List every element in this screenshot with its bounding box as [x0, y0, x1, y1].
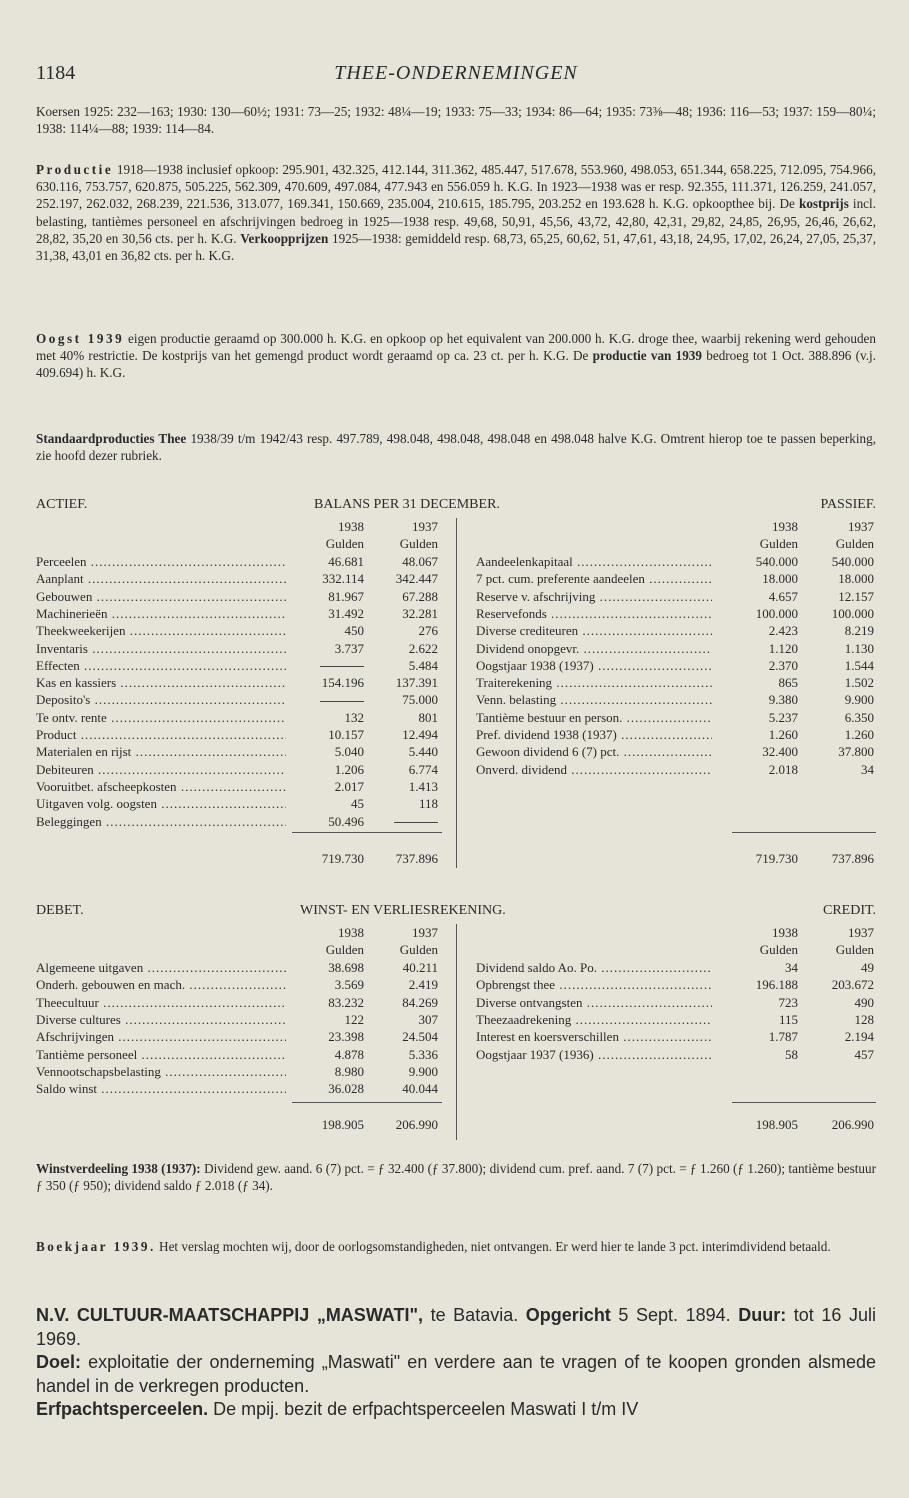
- winst-heading: WINST- EN VERLIESREKENING.: [300, 903, 506, 918]
- balans-left-row-label: Kas en kassiers .....: [36, 674, 286, 691]
- balans-left-row-value-1938: 1.206: [334, 761, 364, 777]
- balans-left-row-label: Theekweekerijen .....: [36, 622, 286, 639]
- erfpacht-value: De mpij. bezit de erfpachtsperceelen Maswati I t/m IV: [213, 1399, 639, 1419]
- winst-left-row-value-1938: 4.878: [334, 1046, 364, 1062]
- winst-head: [36, 902, 876, 920]
- productie-label: Productie: [36, 162, 114, 177]
- boekjaar-label: Boekjaar 1939.: [36, 1239, 156, 1254]
- standaard-paragraph: [36, 430, 876, 464]
- winst-left-row-value-1937: 5.336: [408, 1046, 438, 1062]
- winst-right-row-value-1938: 58: [785, 1046, 798, 1062]
- productie-paragraph: [36, 161, 876, 264]
- winst-right-row-value-1938: 1.787: [768, 1029, 798, 1045]
- balans-right-row: [36, 640, 876, 657]
- productie-1939-label: productie van 1939: [592, 348, 702, 364]
- balans-right-row: [36, 691, 876, 708]
- balans-right-row-label: Reserve v. afschrijving .....: [476, 588, 712, 605]
- winstverdeeling-text: Dividend gew. aand. 6 (7) pct. = ƒ 32.400 (ƒ 37.800); dividend cum. pref. aand. 7 (7) pct. = ƒ 1.260 (ƒ 1.260); tantième bestuur ƒ 350 (ƒ 950); dividend saldo ƒ 2.018 (ƒ 34).: [36, 1161, 877, 1194]
- balans-right-row-label: Dividend onopgevr. .....: [476, 640, 712, 657]
- balans-right-row: [36, 605, 876, 622]
- winst-right-row-label: Interest en koersverschillen .....: [476, 1028, 712, 1045]
- balans-left-row-value-1938: 50.496: [328, 813, 364, 829]
- winst-right-row-value-1937: 203.672: [831, 977, 874, 993]
- winst-year-1938-right: 1938: [772, 925, 798, 940]
- winst-total-1937-right: 206.990: [831, 1117, 874, 1132]
- balans-total-rule-right: [732, 832, 876, 833]
- duur-label: Duur:: [738, 1305, 787, 1325]
- winst-right-row: [36, 959, 876, 976]
- balans-left-row-value-1938: 31.492: [328, 605, 364, 621]
- winst-right-row-label: Dividend saldo Ao. Po. .....: [476, 959, 712, 976]
- company-name: N.V. CULTUUR-MAATSCHAPPIJ „MASWATI",: [36, 1305, 424, 1325]
- balans-currency-3: Gulden: [759, 536, 798, 551]
- balans-left-row: [36, 813, 876, 830]
- balans-right-row: [36, 674, 876, 691]
- winst-left-row-label: Onderh. gebouwen en mach. .....: [36, 976, 286, 993]
- balans-right-row-value-1938: 1.120: [768, 640, 798, 656]
- balans-left-row-value-1938: 45: [351, 796, 364, 812]
- winst-year-1937-right: 1937: [848, 925, 874, 940]
- credit-heading: CREDIT.: [822, 903, 876, 918]
- balans-left-row-label: Uitgaven volg. oogsten .....: [36, 795, 286, 812]
- balans-left-row-value-1938: 81.967: [328, 588, 364, 604]
- winst-currency-4: Gulden: [835, 942, 874, 957]
- winst-left-row-value-1937: 40.211: [402, 960, 438, 975]
- balans-left-row-label: Aanplant .....: [36, 570, 286, 587]
- balans-left-row-value-1937: 6.774: [408, 761, 438, 777]
- balans-right-row-value-1938: 2.370: [768, 657, 798, 673]
- balans-right-row-label: Reservefonds .....: [476, 605, 712, 622]
- passief-heading: PASSIEF.: [820, 497, 876, 512]
- winst-left-row-value-1937: 9.900: [408, 1063, 438, 1079]
- winst-right-row-value-1937: 2.194: [844, 1029, 874, 1045]
- balans-left-row-label: Machinerieën .....: [36, 605, 286, 622]
- balans-total-1937-left: 737.896: [395, 851, 438, 866]
- balans-right-row-label: Pref. dividend 1938 (1937) .....: [476, 726, 712, 743]
- winst-year-1937-left: 1937: [412, 925, 438, 940]
- balans-left-row-label: Beleggingen .....: [36, 813, 286, 830]
- balans-left-row: [36, 778, 876, 795]
- balans-right-row-value-1938: 4.657: [768, 588, 798, 604]
- balans-right-row-value-1938: 2.018: [768, 761, 798, 777]
- winst-right-row-value-1938: 196.188: [755, 977, 798, 993]
- balans-right-row-value-1937: 8.219: [844, 623, 874, 639]
- winst-left-row-label: Afschrijvingen .....: [36, 1028, 286, 1045]
- opgericht-value: 5 Sept. 1894.: [618, 1305, 731, 1325]
- balans-left-row-value-1938: 5.040: [334, 744, 364, 760]
- winst-right-row: [36, 1011, 876, 1028]
- balans-left-row-label: Deposito's .....: [36, 691, 286, 708]
- balans-left-row-value-1938: 46.681: [328, 554, 364, 569]
- balans-left-row-label: Inventaris .....: [36, 640, 286, 657]
- winst-left-row-label: Vennootschapsbelasting .....: [36, 1063, 286, 1080]
- winstverdeeling-label: Winstverdeeling 1938 (1937):: [36, 1161, 201, 1176]
- balans-year-1938-left: 1938: [338, 519, 364, 534]
- balans-right-row-value-1938: 18.000: [762, 571, 798, 587]
- balans-right-row-label: Tantième bestuur en person. .....: [476, 709, 712, 726]
- balans-right-row-value-1937: 37.800: [838, 744, 874, 760]
- winst-left-row-value-1938: 83.232: [328, 994, 364, 1010]
- balans-right-row: [36, 761, 876, 778]
- boekjaar-text: Het verslag mochten wij, door de oorlogsomstandigheden, niet ontvangen. Er werd hier te lande 3 pct. interimdividend betaald.: [159, 1239, 831, 1254]
- balans-year-1937-left: 1937: [412, 519, 438, 534]
- winst-total-rule-right: [732, 1102, 876, 1103]
- balans-right-row-label: Traiterekening .....: [476, 674, 712, 691]
- balans-left-row-value-1937: [366, 813, 438, 830]
- winst-right-row-value-1938: 115: [778, 1011, 798, 1027]
- balans-left-row-label: Debiteuren .....: [36, 761, 286, 778]
- balans-left-row-value-1937: 67.288: [402, 588, 438, 604]
- winst-right-row-value-1938: 723: [778, 994, 798, 1010]
- balans-right-row: [36, 726, 876, 743]
- winst-right-row-label: Theezaadrekening .....: [476, 1011, 712, 1028]
- winst-left-row-label: Theecultuur .....: [36, 994, 286, 1011]
- balans-right-row-label: Onverd. dividend .....: [476, 761, 712, 778]
- balans-left-row-value-1937: 48.067: [402, 554, 438, 569]
- winst-left-row-value-1937: 40.044: [402, 1081, 438, 1097]
- balans-total-rule-left: [292, 832, 442, 833]
- balans-left-row-value-1937: 32.281: [402, 605, 438, 621]
- balans-head: [36, 496, 876, 514]
- balans-heading: BALANS PER 31 DECEMBER.: [314, 497, 500, 512]
- winst-total-1938-right: 198.905: [755, 1117, 798, 1132]
- winst-left-row-label: Algemeene uitgaven .....: [36, 959, 286, 976]
- balans-left-row-label: Effecten .....: [36, 657, 286, 674]
- standaard-label: Standaardproducties Thee: [36, 431, 187, 446]
- winst-right-row-value-1938: 34: [785, 960, 798, 975]
- balans-total-1937-right: 737.896: [831, 851, 874, 866]
- balans-right-row-value-1937: 34: [861, 761, 874, 777]
- balans-right-row-value-1938: 9.380: [768, 692, 798, 708]
- oogst-text-2: bedroeg tot 1 Oct. 388.896 (v.j. 409.694) h. K.G.: [36, 348, 877, 381]
- koersen-label: Koersen: [36, 104, 80, 119]
- balans-left-row-value-1937: 137.391: [395, 675, 438, 691]
- balans-right-row: [36, 657, 876, 674]
- balans-right-row-value-1938: 32.400: [762, 744, 798, 760]
- balans-right-row-value-1938: 540.000: [755, 554, 798, 569]
- balans-left-row-label: Perceelen .....: [36, 553, 286, 570]
- winst-table: [36, 902, 876, 1142]
- balans-right-row: [36, 588, 876, 605]
- winst-left-row-value-1937: 84.269: [402, 994, 438, 1010]
- balans-currency-1: Gulden: [325, 536, 364, 551]
- balans-right-row-value-1938: 865: [778, 675, 798, 691]
- balans-left-row-label: Te ontv. rente .....: [36, 709, 286, 726]
- balans-right-row-value-1937: 6.350: [844, 709, 874, 725]
- winst-currency-1: Gulden: [325, 942, 364, 957]
- winst-left-row-value-1937: 24.504: [402, 1029, 438, 1045]
- balans-right-row: [36, 709, 876, 726]
- balans-right-row-label: Venn. belasting .....: [476, 691, 712, 708]
- balans-left-row: [36, 795, 876, 812]
- winst-left-row: [36, 1080, 876, 1097]
- balans-left-row-value-1938: 2.017: [334, 778, 364, 794]
- erfpacht-label: Erfpachtsperceelen.: [36, 1399, 209, 1419]
- balans-left-row-value-1938: 154.196: [321, 675, 364, 691]
- koersen-paragraph: [36, 103, 876, 137]
- balans-table: [36, 496, 876, 876]
- opgericht-label: Opgericht: [525, 1305, 611, 1325]
- winst-total-1938-left: 198.905: [321, 1117, 364, 1132]
- balans-right-row-label: Diverse crediteuren .....: [476, 622, 712, 639]
- balans-right-row-value-1937: 1.502: [844, 675, 874, 691]
- balans-right-row-value-1938: 2.423: [768, 623, 798, 639]
- balans-left-row-value-1937: 2.622: [408, 640, 438, 656]
- balans-right-row-label: Aandeelenkapitaal .....: [476, 553, 712, 570]
- winst-left-row-value-1938: 36.028: [328, 1081, 364, 1097]
- winst-right-row-label: Opbrengst thee .....: [476, 976, 712, 993]
- balans-right-row-label: Gewoon dividend 6 (7) pct. .....: [476, 743, 712, 760]
- balans-left-row-value-1938: 10.157: [328, 727, 364, 742]
- balans-right-row-value-1937: 540.000: [831, 554, 874, 569]
- balans-left-row-value-1938: 450: [344, 623, 364, 639]
- oogst-text-1: eigen productie geraamd op 300.000 h. K.G. en opkoop op het equivalent van 200.000 h. K.G. droge thee, waarbij rekening werd gehouden met 40% restrictie. De kostprijs van het gemengd product wordt geraamd op ca. 23 ct. per h. K.G. De: [36, 331, 876, 364]
- winst-left-row-value-1938: 3.569: [334, 977, 364, 993]
- winst-left-row-label: Tantième personeel .....: [36, 1046, 286, 1063]
- productie-text-3: 1925—1938: gemiddeld resp. 68,73, 65,25, 60,62, 51, 47,61, 43,18, 24,95, 17,02, 26,24, 27,05, 25,37, 31,38, 43,01 en 36,82 cts. per h. K.G.: [36, 230, 876, 264]
- balans-total-1938-right: 719.730: [755, 851, 798, 866]
- balans-year-1938-right: 1938: [772, 519, 798, 534]
- balans-currency-4: Gulden: [835, 536, 874, 551]
- winst-right-row-value-1937: 128: [854, 1011, 874, 1027]
- winst-left-row: [36, 1063, 876, 1080]
- page-header: [36, 62, 876, 88]
- balans-right-row-value-1938: 100.000: [755, 605, 798, 621]
- winst-total-1937-left: 206.990: [395, 1117, 438, 1132]
- balans-right-row-value-1937: 12.157: [838, 588, 874, 604]
- balans-left-row-value-1937: 342.447: [395, 571, 438, 587]
- winst-right-row: [36, 1046, 876, 1063]
- balans-left-row-label: Gebouwen .....: [36, 588, 286, 605]
- balans-left-row-value-1938: 132: [344, 709, 364, 725]
- boekjaar-paragraph: [36, 1238, 876, 1255]
- balans-right-row: [36, 553, 876, 570]
- winstverdeeling-paragraph: [36, 1160, 876, 1194]
- balans-total-1938-left: 719.730: [321, 851, 364, 866]
- winst-right-row-label: Oogstjaar 1937 (1936) .....: [476, 1046, 712, 1063]
- doel-value: exploitatie der onderneming „Maswati" en verdere aan te vragen of te koopen gronden alsmede handel in de verkregen producten.: [36, 1352, 876, 1396]
- winst-left-row-value-1938: 23.398: [328, 1029, 364, 1045]
- balans-left-row-value-1937: 801: [418, 709, 438, 725]
- balans-right-row-label: Oogstjaar 1938 (1937) .....: [476, 657, 712, 674]
- productie-text-2: incl. belasting, tantièmes personeel en afschrijvingen bedroeg in 1925—1938 resp. 49,68, 50,91, 45,56, 43,72, 42,80, 42,31, 29,82, 24,85, 26,95, 26,46, 26,62, 28,82, 35,20 en 30,56 cts. per h. K.G.: [36, 196, 876, 246]
- balans-right-row-value-1937: 18.000: [838, 571, 874, 587]
- balans-left-row-value-1937: 118: [418, 796, 438, 812]
- winst-right-row: [36, 1028, 876, 1045]
- balans-left-row-value-1937: 12.494: [402, 727, 438, 742]
- balans-left-row-value-1938: 332.114: [322, 571, 364, 587]
- company-place: te Batavia.: [430, 1305, 519, 1325]
- maswati-entry: [36, 1304, 876, 1422]
- balans-right-row: [36, 743, 876, 760]
- balans-right-row-value-1937: 9.900: [844, 692, 874, 708]
- balans-left-row-label: Product .....: [36, 726, 286, 743]
- winst-currency-2: Gulden: [399, 942, 438, 957]
- winst-left-row-value-1938: 122: [344, 1011, 364, 1027]
- balans-left-row-value-1938: 3.737: [334, 640, 364, 656]
- winst-left-row-value-1938: 38.698: [328, 960, 364, 975]
- winst-year-1938-left: 1938: [338, 925, 364, 940]
- balans-right-row-value-1937: 1.544: [844, 657, 874, 673]
- doel-label: Doel:: [36, 1352, 81, 1372]
- duur-value: tot 16 Juli 1969.: [36, 1305, 876, 1349]
- balans-left-row-value-1937: 5.484: [408, 657, 438, 673]
- balans-right-row-value-1937: 100.000: [831, 605, 874, 621]
- productie-text-1: 1918—1938 inclusief opkoop: 295.901, 432.325, 412.144, 311.362, 485.447, 517.678, 553.960, 498.053, 651.344, 658.225, 712.095, 754.966, 630.116, 753.757, 620.875, 505.225, 562.309, 470.609, 497.084, 477.943 en 556.059 h. K.G. In 1923—1938 was er resp. 92.355, 111.371, 126.259, 241.057, 252.197, 262.032, 268.239, 221.536, 313.077, 169.341, 150.669, 235.004, 210.615, 185.795, 203.252 en 193.628 h. K.G. opkoopthee bij. De: [36, 162, 876, 212]
- balans-right-row-value-1937: 1.130: [844, 640, 874, 656]
- debet-heading: DEBET.: [36, 903, 84, 918]
- standaard-text: 1938/39 t/m 1942/43 resp. 497.789, 498.048, 498.048, 498.048 en 498.048 halve K.G. Omtrent hierop toe te passen beperking, zie hoofd dezer rubriek.: [36, 431, 877, 464]
- balans-currency-2: Gulden: [399, 536, 438, 551]
- balans-left-row-value-1937: 276: [418, 623, 438, 639]
- balans-left-row-value-1937: 1.413: [408, 778, 438, 794]
- balans-right-row: [36, 570, 876, 587]
- winst-right-row: [36, 994, 876, 1011]
- winst-left-row-value-1937: 307: [418, 1011, 438, 1027]
- verkoopprijzen-label: Verkoopprijzen: [240, 230, 329, 246]
- balans-right-row-label: 7 pct. cum. preferente aandeelen .....: [476, 570, 712, 587]
- oogst-label: Oogst 1939: [36, 331, 125, 346]
- balans-right-row-value-1938: 1.260: [768, 727, 798, 742]
- balans-left-row-label: Materialen en rijst .....: [36, 743, 286, 760]
- winst-right-row-value-1937: 49: [861, 960, 874, 975]
- winst-right-row-label: Diverse ontvangsten .....: [476, 994, 712, 1011]
- balans-left-row-value-1937: 5.440: [408, 744, 438, 760]
- winst-currency-3: Gulden: [759, 942, 798, 957]
- balans-right-row-value-1938: 5.237: [768, 709, 798, 725]
- winst-total-rule-left: [292, 1102, 442, 1103]
- winst-left-row-value-1937: 2.419: [408, 977, 438, 993]
- winst-right-row: [36, 976, 876, 993]
- page-title: THEE-ONDERNEMINGEN: [334, 62, 578, 84]
- balans-year-1937-right: 1937: [848, 519, 874, 534]
- winst-right-row-value-1937: 457: [854, 1046, 874, 1062]
- page-number: 1184: [36, 62, 76, 84]
- balans-right-row-value-1937: 1.260: [844, 727, 874, 742]
- winst-right-row-value-1937: 490: [854, 994, 874, 1010]
- winst-left-row-value-1938: 8.980: [334, 1063, 364, 1079]
- actief-heading: ACTIEF.: [36, 497, 88, 512]
- winst-left-row-label: Diverse cultures .....: [36, 1011, 286, 1028]
- balans-right-row: [36, 622, 876, 639]
- koersen-text: 1925: 232—163; 1930: 130—60½; 1931: 73—25; 1932: 48¼—19; 1933: 75—33; 1934: 86—64; 1935: 73⅜—48; 1936: 116—53; 1937: 159—80¼; 1938: 114¼—88; 1939: 114—84.: [36, 104, 876, 137]
- oogst-paragraph: [36, 330, 876, 382]
- balans-left-row-label: Vooruitbet. afscheepkosten .....: [36, 778, 286, 795]
- winst-left-row-label: Saldo winst .....: [36, 1080, 286, 1097]
- kostprijs-label: kostprijs: [799, 196, 849, 212]
- balans-left-row-value-1937: 75.000: [402, 692, 438, 708]
